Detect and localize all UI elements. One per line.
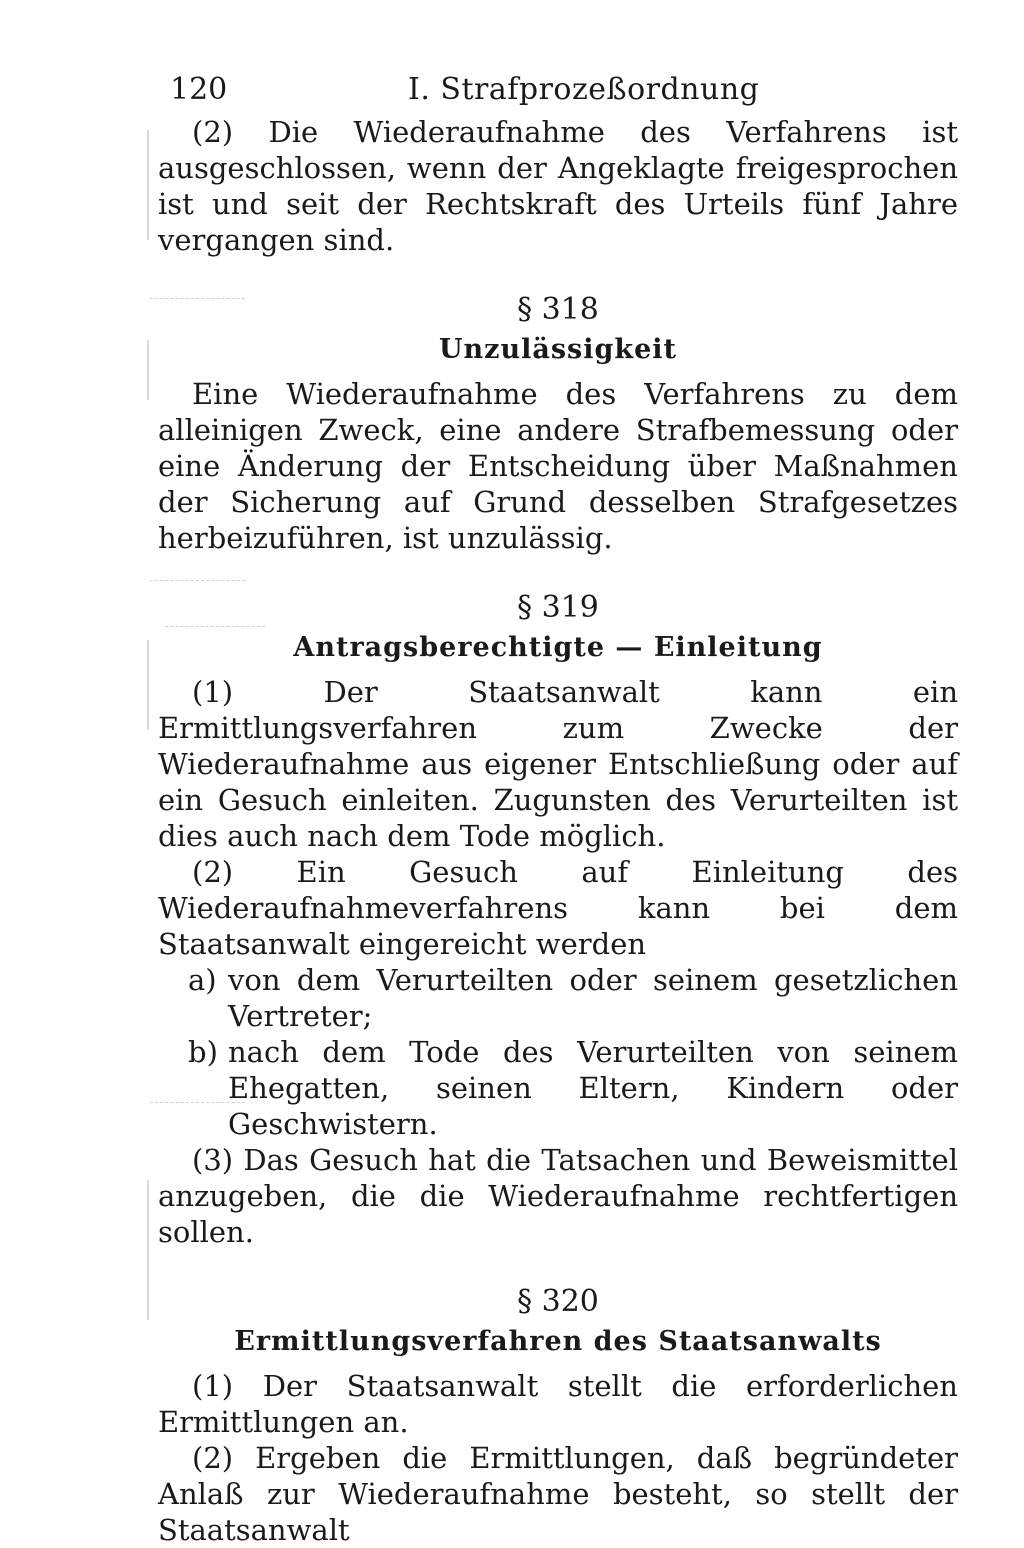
page-number: 120 <box>170 72 228 107</box>
section-paragraph: (1) Der Staatsanwalt kann ein Ermittlungsverfahren zum Zwecke der Wiederaufnahme aus eigener Entschließung oder auf ein Gesuch einleiten. Zugunsten des Verurteilten ist dies auch nach dem Tode möglich. <box>158 675 958 853</box>
section-title: Ermittlungsverfahren des Staatsanwalts <box>234 1326 882 1357</box>
section-320 <box>158 1282 958 1548</box>
section-paragraph: (2) Ergeben die Ermittlungen, daß begründeter Anlaß zur Wiederaufnahme besteht, so stellt der Staatsanwalt <box>158 1441 958 1547</box>
page-header <box>158 62 958 114</box>
section-paragraph: (1) Der Staatsanwalt stellt die erforderlichen Ermittlungen an. <box>158 1369 958 1439</box>
list-item-text: von dem Verurteilten oder seinem gesetzlichen Vertreter; <box>228 963 958 1033</box>
section-number: § 318 <box>517 292 599 327</box>
section-paragraph: (3) Das Gesuch hat die Tatsachen und Beweismittel anzugeben, die die Wiederaufnahme rechtfertigen sollen. <box>158 1143 958 1249</box>
scan-gutter-mark <box>147 1180 149 1320</box>
scan-gutter-mark <box>147 640 149 730</box>
book-page <box>158 62 958 1548</box>
section-number: § 320 <box>517 1284 599 1319</box>
continuation-paragraph: (2) Die Wiederaufnahme des Verfahrens ist ausgeschlossen, wenn der Angeklagte freigesprochen ist und seit der Rechtskraft des Urteils fünf Jahre vergangen sind. <box>158 115 958 257</box>
list-item-label: a) <box>188 963 217 997</box>
running-title: I. Strafprozeßordnung <box>408 72 760 107</box>
scan-gutter-mark <box>147 340 149 400</box>
section-number: § 319 <box>517 590 599 625</box>
scan-gutter-mark <box>147 130 149 240</box>
section-paragraph: (2) Ein Gesuch auf Einleitung des Wiederaufnahmeverfahrens kann bei dem Staatsanwalt eingereicht werden <box>158 855 958 961</box>
section-318 <box>158 290 958 556</box>
section-title: Unzulässigkeit <box>438 334 678 365</box>
list-item-label: b) <box>188 1035 218 1069</box>
list-item-text: nach dem Tode des Verurteilten von seinem Ehegatten, seinen Eltern, Kindern oder Geschwistern. <box>228 1035 958 1141</box>
list-item <box>158 1034 958 1142</box>
list-item <box>158 962 958 1034</box>
section-319 <box>158 588 958 1250</box>
section-paragraph: Eine Wiederaufnahme des Verfahrens zu dem alleinigen Zweck, eine andere Strafbemessung oder eine Änderung der Entscheidung über Maßnahmen der Sicherung auf Grund desselben Strafgesetzes herbeizuführen, ist unzulässig. <box>158 377 958 555</box>
section-title: Antragsberechtigte — Einleitung <box>293 632 823 663</box>
